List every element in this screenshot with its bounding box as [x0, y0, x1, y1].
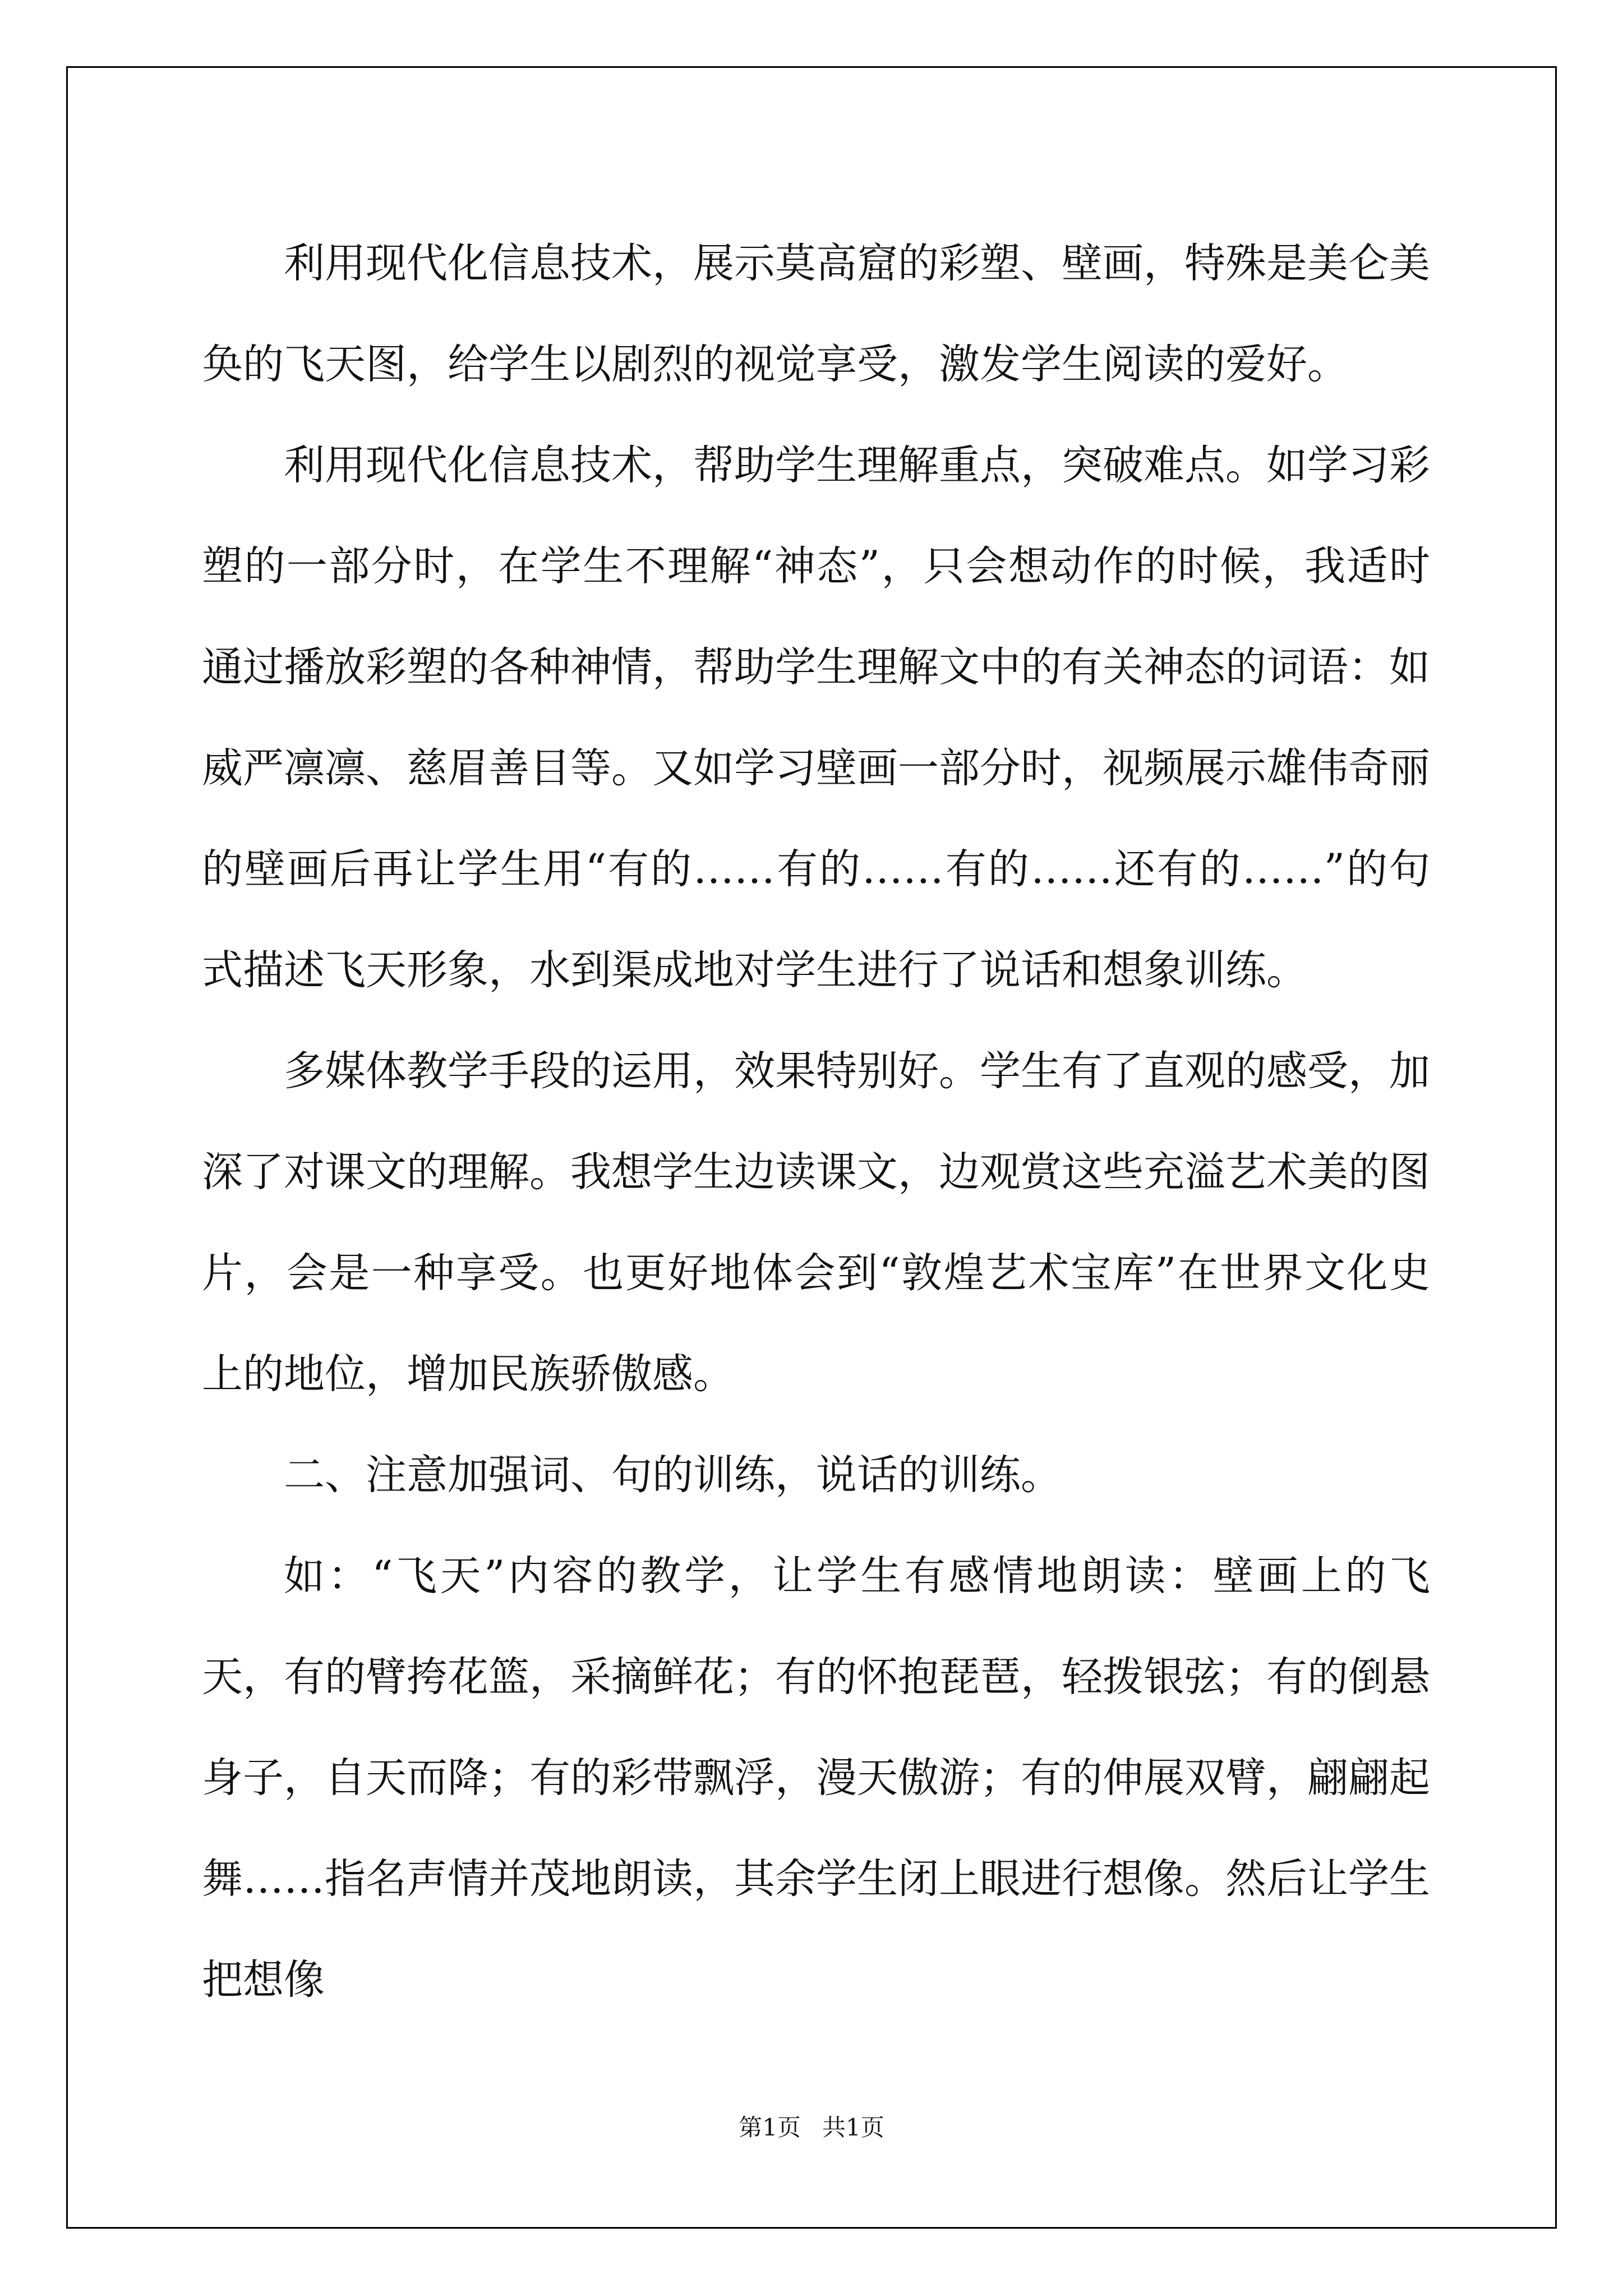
paragraph: 多媒体教学手段的运用，效果特别好。学生有了直观的感受，加深了对课文的理解。我想学生边读课文，边观赏这些充溢艺术美的图片，会是一种享受。也更好地体会到“敦煌艺术宝库”在世界文化史上的地位，增加民族骄傲感。 [202, 1047, 1430, 1398]
paragraph: 利用现代化信息技术，展示莫高窟的彩塑、壁画，特殊是美仑美奂的飞天图，给学生以剧烈的视觉享受，激发学生阅读的爱好。 [202, 240, 1430, 388]
page-footer [0, 2109, 1623, 2143]
section-heading: 二、注意加强词、句的训练，说话的训练。 [284, 1451, 1062, 1499]
document-body [202, 213, 1430, 2031]
page-total: 共1页 [822, 2114, 884, 2141]
page-number: 第1页 [739, 2114, 801, 2141]
paragraph: 如：“飞天”内容的教学，让学生有感情地朗读：壁画上的飞天，有的臂挎花篮，采摘鲜花；有的怀抱琵琶，轻拨银弦；有的倒悬身子，自天而降；有的彩带飘浮，漫天傲游；有的伸展双臂，翩翩起舞……指名声情并茂地朗读，其余学生闭上眼进行想像。然后让学生把想像 [202, 1552, 1430, 2004]
paragraph: 利用现代化信息技术，帮助学生理解重点，突破难点。如学习彩塑的一部分时，在学生不理解“神态”，只会想动作的时候，我适时通过播放彩塑的各种神情，帮助学生理解文中的有关神态的词语：如威严凛凛、慈眉善目等。又如学习壁画一部分时，视频展示雄伟奇丽的壁画后再让学生用“有的……有的……有的……还有的……”的句式描述飞天形象，水到渠成地对学生进行了说话和想象训练。 [202, 441, 1430, 994]
